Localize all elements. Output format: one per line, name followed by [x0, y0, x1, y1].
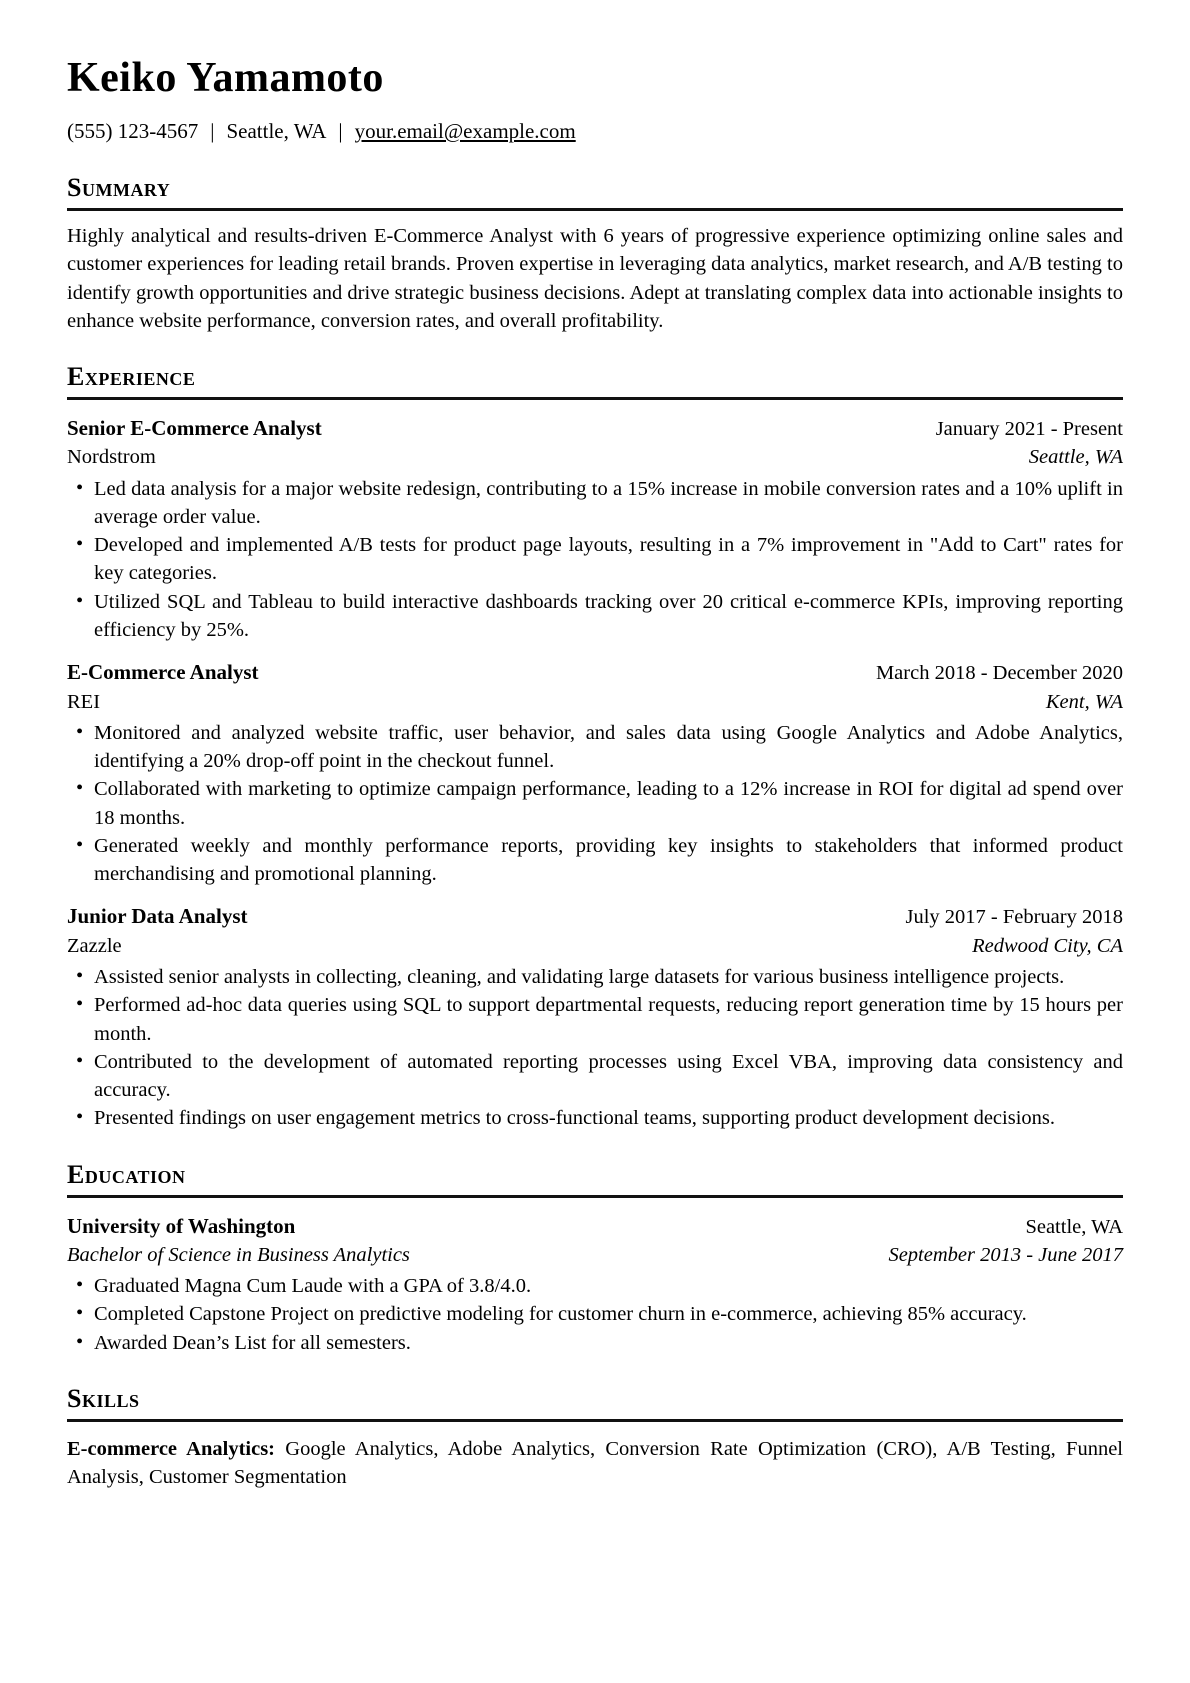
job-company-row [67, 443, 1123, 471]
section-experience [67, 362, 1123, 1133]
bullet-text: Led data analysis for a major website redesign, contributing to a 15% increase in mobile conversion rates and a 10% uplift in average order value. [94, 477, 1123, 528]
school-name: University of Washington [67, 1213, 296, 1238]
job-bullet [67, 531, 1123, 588]
bullet-icon: • [76, 533, 84, 556]
degree-name: Bachelor of Science in Business Analytics [67, 1243, 410, 1266]
bullet-text: Assisted senior analysts in collecting, cleaning, and validating large datasets for various business intelligence projects. [94, 966, 1065, 989]
separator-bar: | [210, 119, 215, 144]
bullet-icon: • [76, 1049, 84, 1072]
school-row [67, 1212, 1123, 1241]
job-bullet [67, 588, 1123, 645]
job-location: Seattle, WA [1028, 446, 1123, 469]
bullet-icon: • [76, 965, 84, 988]
bullet-text: Graduated Magna Cum Laude with a GPA of 3.8/4.0. [94, 1275, 532, 1298]
bullet-text: Contributed to the development of automated reporting processes using Excel VBA, improving data consistency and accuracy. [94, 1050, 1123, 1102]
job-dates: March 2018 - December 2020 [875, 662, 1123, 685]
education-bullet [67, 1329, 1123, 1357]
education-bullet [67, 1272, 1123, 1300]
job-role: Senior E-Commerce Analyst [67, 415, 322, 440]
bullet-text: Collaborated with marketing to optimize campaign performance, leading to a 12% increase in ROI for digital ad spend over 18 months. [94, 778, 1123, 829]
job-company: Zazzle [67, 934, 122, 957]
job-company-row [67, 688, 1123, 716]
job-title-row [67, 414, 1123, 443]
job-bullet [67, 775, 1123, 832]
job-dates: July 2017 - February 2018 [905, 906, 1123, 929]
job-bullet [67, 475, 1123, 532]
job-company: Nordstrom [67, 446, 156, 469]
bullet-text: Completed Capstone Project on predictive modeling for customer churn in e-commerce, achieving 85% accuracy. [94, 1303, 1027, 1326]
degree-row [67, 1241, 1123, 1269]
job-bullet-list [67, 719, 1123, 889]
job-location: Redwood City, CA [972, 934, 1123, 957]
job-bullet [67, 719, 1123, 776]
bullet-icon: • [76, 833, 84, 856]
job-role: Junior Data Analyst [67, 904, 248, 929]
job-bullet [67, 991, 1123, 1048]
job-location: Kent, WA [1045, 690, 1123, 713]
bullet-icon: • [76, 476, 84, 499]
bullet-icon: • [76, 1106, 84, 1129]
education-bullet-list [67, 1272, 1123, 1357]
contact-line [67, 117, 1123, 146]
job-role: E-Commerce Analyst [67, 660, 259, 685]
bullet-icon: • [76, 777, 84, 800]
bullet-text: Awarded Dean’s List for all semesters. [94, 1331, 411, 1354]
bullet-icon: • [76, 1302, 84, 1325]
candidate-name: Keiko Yamamoto [67, 55, 384, 101]
job-bullet [67, 963, 1123, 991]
bullet-icon: • [76, 993, 84, 1016]
bullet-icon: • [76, 1274, 84, 1297]
job-entry [67, 658, 1123, 888]
section-education [67, 1160, 1123, 1357]
section-title-summary: Summary [67, 173, 1123, 211]
job-entry [67, 414, 1123, 644]
section-summary [67, 173, 1123, 335]
job-bullet-list [67, 963, 1123, 1133]
bullet-text: Presented findings on user engagement metrics to cross-functional teams, supporting product development decisions. [94, 1107, 1055, 1130]
summary-text: Highly analytical and results-driven E-Commerce Analyst with 6 years of progressive experience optimizing online sales and customer experiences for leading retail brands. Proven expertise in leveraging data analytics, market research, and A/B testing to identify growth opportunities and drive strategic business decisions. Adept at translating complex data into actionable insights to enhance website performance, conversion rates, and overall profitability. [67, 224, 1123, 332]
skill-category: E-commerce Analytics: [67, 1437, 275, 1460]
job-title-row [67, 658, 1123, 687]
location-text: Seattle, WA [226, 119, 327, 144]
school-location: Seattle, WA [1025, 1215, 1123, 1238]
skill-line [67, 1435, 1123, 1492]
bullet-text: Generated weekly and monthly performance reports, providing key insights to stakeholders that informed product merchandising and promotional planning. [94, 834, 1123, 886]
bullet-text: Developed and implemented A/B tests for product page layouts, resulting in a 7% improvement in "Add to Cart" rates for key categories. [94, 534, 1123, 585]
section-title-education: Education [67, 1160, 1123, 1198]
education-entry [67, 1212, 1123, 1357]
job-bullet-list [67, 475, 1123, 645]
email-link[interactable]: your.email@example.com [354, 119, 576, 144]
bullet-icon: • [76, 720, 84, 743]
job-bullet [67, 1104, 1123, 1132]
job-bullet [67, 832, 1123, 889]
job-company-row [67, 932, 1123, 960]
job-bullet [67, 1048, 1123, 1105]
bullet-text: Utilized SQL and Tableau to build interactive dashboards tracking over 20 critical e-commerce KPIs, improving reporting efficiency by 25%. [94, 590, 1123, 641]
bullet-text: Performed ad-hoc data queries using SQL to support departmental requests, reducing report generation time by 15 hours per month. [94, 994, 1123, 1045]
job-dates: January 2021 - Present [935, 417, 1123, 440]
resume-header [67, 56, 1123, 146]
education-bullet [67, 1300, 1123, 1328]
bullet-text: Monitored and analyzed website traffic, user behavior, and sales data using Google Analytics and Adobe Analytics, identifying a 20% drop-off point in the checkout funnel. [94, 721, 1123, 773]
job-entry [67, 902, 1123, 1132]
job-company: REI [67, 690, 101, 713]
section-title-experience: Experience [67, 362, 1123, 400]
bullet-icon: • [76, 1330, 84, 1353]
skill-detail: Google Analytics, Adobe Analytics, Conversion Rate Optimization (CRO), A/B Testing, Funnel Analysis, Customer Segmentation [67, 1437, 1123, 1489]
education-dates: September 2013 - June 2017 [888, 1243, 1123, 1266]
section-skills [67, 1384, 1123, 1491]
section-title-skills: Skills [67, 1384, 1123, 1422]
bullet-icon: • [76, 589, 84, 612]
separator-bar: | [338, 119, 343, 144]
phone-number: (555) 123-4567 [67, 119, 199, 144]
job-title-row [67, 902, 1123, 931]
